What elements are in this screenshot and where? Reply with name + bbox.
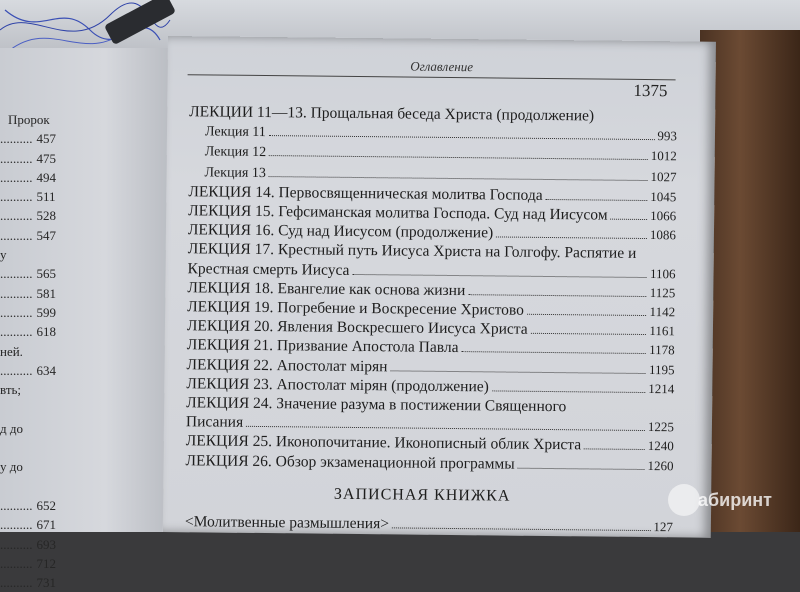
left-line-dots: .......... bbox=[0, 536, 33, 552]
toc-entry-page: 1045 bbox=[650, 188, 677, 205]
toc-leader-dots bbox=[518, 467, 645, 469]
left-line-dots: .......... bbox=[0, 189, 33, 205]
left-line-page: 671 bbox=[36, 517, 56, 533]
left-line-dots: .......... bbox=[0, 285, 33, 301]
toc-entry-title: Крестная смерть Иисуса bbox=[187, 259, 350, 279]
toc-entry-title: ЛЕКЦИЯ 23. Апостолат мірян (продолжение) bbox=[186, 375, 489, 396]
left-line-page: 475 bbox=[36, 150, 56, 166]
left-line-dots: .......... bbox=[0, 169, 33, 185]
toc-entry-title: ЛЕКЦИЯ 20. Явления Воскресшего Иисуса Христа bbox=[186, 317, 528, 339]
left-page-line bbox=[0, 168, 175, 187]
left-page-line bbox=[0, 515, 175, 534]
left-line-dots: .......... bbox=[0, 208, 33, 224]
left-line-text: ней. bbox=[0, 343, 23, 359]
labyrinth-logo-icon bbox=[668, 484, 700, 516]
left-line-dots: .......... bbox=[0, 266, 33, 282]
toc-entry-page: 1260 bbox=[647, 457, 674, 473]
table-of-contents bbox=[185, 102, 677, 475]
toc-leader-dots bbox=[531, 333, 647, 335]
toc-entry-page: 1066 bbox=[650, 208, 677, 224]
left-page bbox=[0, 48, 175, 591]
toc-leader-dots bbox=[269, 135, 655, 140]
toc-entry-page: 1125 bbox=[649, 284, 676, 301]
left-line-page: 712 bbox=[36, 555, 56, 571]
toc-entry-title: ЛЕКЦИЯ 19. Погребение и Воскресение Христово bbox=[187, 298, 525, 319]
left-page-line bbox=[0, 322, 175, 341]
toc-entry-title: ЛЕКЦИЯ 26. Обзор экзаменационной программы bbox=[185, 451, 515, 473]
left-page-line bbox=[0, 438, 175, 457]
left-page-line bbox=[0, 206, 175, 225]
left-line-page: 599 bbox=[36, 304, 56, 320]
left-line-text: Пророк bbox=[8, 112, 50, 127]
left-page-line bbox=[0, 496, 175, 515]
left-page-line bbox=[0, 187, 175, 206]
toc-entry-title: <Молитвенные размышления> bbox=[184, 513, 390, 533]
left-page-lines bbox=[0, 110, 175, 592]
left-page-line bbox=[0, 573, 175, 592]
toc-leader-dots bbox=[269, 176, 648, 181]
section-entries bbox=[185, 512, 673, 536]
toc-entry-page: 1027 bbox=[650, 168, 677, 184]
toc-entry-page: 1214 bbox=[648, 380, 675, 397]
watermark-text: абиринт bbox=[698, 490, 772, 510]
toc-entry-title: ЛЕКЦИЯ 24. Значение разума в постижении Священного bbox=[186, 394, 567, 416]
left-line-dots: .......... bbox=[0, 304, 33, 320]
toc-entry-page: 1012 bbox=[650, 148, 677, 164]
left-line-dots: .......... bbox=[0, 362, 33, 378]
left-page-line bbox=[0, 245, 175, 264]
left-line-page: 528 bbox=[36, 208, 56, 224]
left-page-line bbox=[0, 342, 175, 361]
left-line-page: 547 bbox=[36, 227, 56, 243]
toc-entry-page: 1106 bbox=[649, 265, 676, 281]
left-line-dots: .......... bbox=[0, 517, 33, 533]
left-line-text: вть; bbox=[0, 382, 22, 398]
toc-leader-dots bbox=[584, 449, 645, 451]
left-page-line bbox=[0, 226, 175, 245]
toc-leader-dots bbox=[392, 527, 650, 531]
toc-leader-dots bbox=[496, 237, 647, 240]
left-page-line bbox=[0, 554, 175, 573]
left-page-line bbox=[0, 361, 175, 380]
toc-entry-page: 1195 bbox=[648, 361, 675, 377]
left-page-line bbox=[0, 264, 175, 283]
toc-entry-page: 1178 bbox=[649, 342, 675, 358]
left-page-line bbox=[0, 399, 175, 418]
right-page bbox=[163, 36, 716, 538]
left-page-line bbox=[0, 419, 175, 438]
left-page-line bbox=[0, 129, 175, 148]
toc-entry-title: Лекция 12 bbox=[204, 144, 267, 161]
toc-leader-dots bbox=[352, 274, 647, 278]
left-line-dots: .......... bbox=[0, 324, 33, 340]
toc-leader-dots bbox=[546, 199, 648, 201]
toc-entry-title: ЛЕКЦИЯ 22. Апостолат мірян bbox=[186, 355, 388, 375]
toc-leader-dots bbox=[269, 155, 648, 160]
toc-leader-dots bbox=[461, 352, 646, 355]
left-line-dots: .......... bbox=[0, 575, 33, 591]
toc-entry-page: 993 bbox=[657, 128, 678, 144]
toc-entry-title: Писания bbox=[185, 413, 244, 432]
toc-entry-title: Лекция 11 bbox=[204, 124, 266, 141]
section-title: ЗАПИСНАЯ КНИЖКА bbox=[333, 485, 511, 505]
toc-entry-page: 1086 bbox=[649, 227, 677, 243]
left-line-dots: .......... bbox=[0, 131, 33, 147]
toc-entry-title: ЛЕКЦИЯ 17. Крестный путь Иисуса Христа на Голгофу. Распятие и bbox=[187, 240, 637, 263]
toc-entry-title: ЛЕКЦИЯ 15. Гефсиманская молитва Господа. Суд над Иисусом bbox=[188, 202, 608, 224]
left-line-page: 731 bbox=[36, 575, 56, 591]
toc-leader-dots bbox=[468, 294, 646, 297]
toc-entry-title: ЛЕКЦИЯ 18. Евангелие как основа жизни bbox=[187, 279, 466, 299]
toc-entry-page: 1225 bbox=[647, 419, 675, 435]
toc-entry-page: 1142 bbox=[649, 304, 676, 320]
page-number: 1375 bbox=[633, 80, 668, 101]
left-line-page: 618 bbox=[36, 324, 56, 340]
left-page-line bbox=[0, 284, 175, 303]
left-line-dots: .......... bbox=[0, 150, 33, 166]
left-page-line bbox=[0, 149, 175, 168]
toc-entry bbox=[185, 451, 673, 475]
toc-entry-title: Лекция 13 bbox=[204, 165, 266, 181]
left-page-line bbox=[0, 535, 175, 554]
watermark bbox=[668, 482, 798, 522]
left-line-page: 693 bbox=[36, 536, 56, 552]
left-page-line bbox=[0, 477, 175, 496]
left-line-page: 652 bbox=[36, 497, 56, 513]
left-page-line bbox=[0, 457, 175, 476]
toc-leader-dots bbox=[492, 390, 645, 393]
toc-entry bbox=[185, 512, 673, 536]
left-line-page: 581 bbox=[36, 285, 56, 301]
toc-entry-page: 1161 bbox=[649, 323, 676, 339]
toc-leader-dots bbox=[246, 426, 645, 431]
toc-leader-dots bbox=[527, 314, 647, 316]
left-page-line bbox=[0, 380, 175, 399]
toc-entry-title: ЛЕКЦИЯ 16. Суд над Иисусом (продолжение) bbox=[187, 221, 494, 242]
left-line-page: 634 bbox=[36, 362, 56, 378]
left-line-dots: .......... bbox=[0, 227, 33, 243]
left-line-page: 565 bbox=[36, 266, 56, 282]
left-line-page: 457 bbox=[36, 131, 56, 147]
running-header: Оглавление bbox=[410, 58, 474, 75]
toc-entry-title: ЛЕКЦИЯ 25. Иконопочитание. Иконописный облик Христа bbox=[185, 432, 582, 454]
left-line-page: 511 bbox=[36, 189, 56, 205]
left-line-page: 494 bbox=[36, 169, 56, 185]
left-line-dots: .......... bbox=[0, 555, 33, 571]
toc-entry-title: ЛЕКЦИЯ 14. Первосвященническая молитва Господа bbox=[188, 183, 543, 204]
left-line-text: у до bbox=[0, 459, 23, 475]
toc-entry-title: ЛЕКЦИИ 11—13. Прощальная беседа Христа (продолжение) bbox=[189, 103, 595, 125]
toc-entry-page: 127 bbox=[653, 519, 673, 535]
left-page-line bbox=[0, 110, 175, 129]
left-page-line bbox=[0, 303, 175, 322]
left-line-text: д до bbox=[0, 420, 23, 436]
toc-entry-page: 1240 bbox=[647, 438, 674, 454]
toc-leader-dots bbox=[611, 219, 648, 220]
toc-leader-dots bbox=[390, 370, 646, 374]
left-line-dots: .......... bbox=[0, 497, 33, 513]
left-line-text: у bbox=[0, 247, 7, 263]
toc-entry-title: ЛЕКЦИЯ 21. Призвание Апостола Павла bbox=[186, 336, 459, 357]
